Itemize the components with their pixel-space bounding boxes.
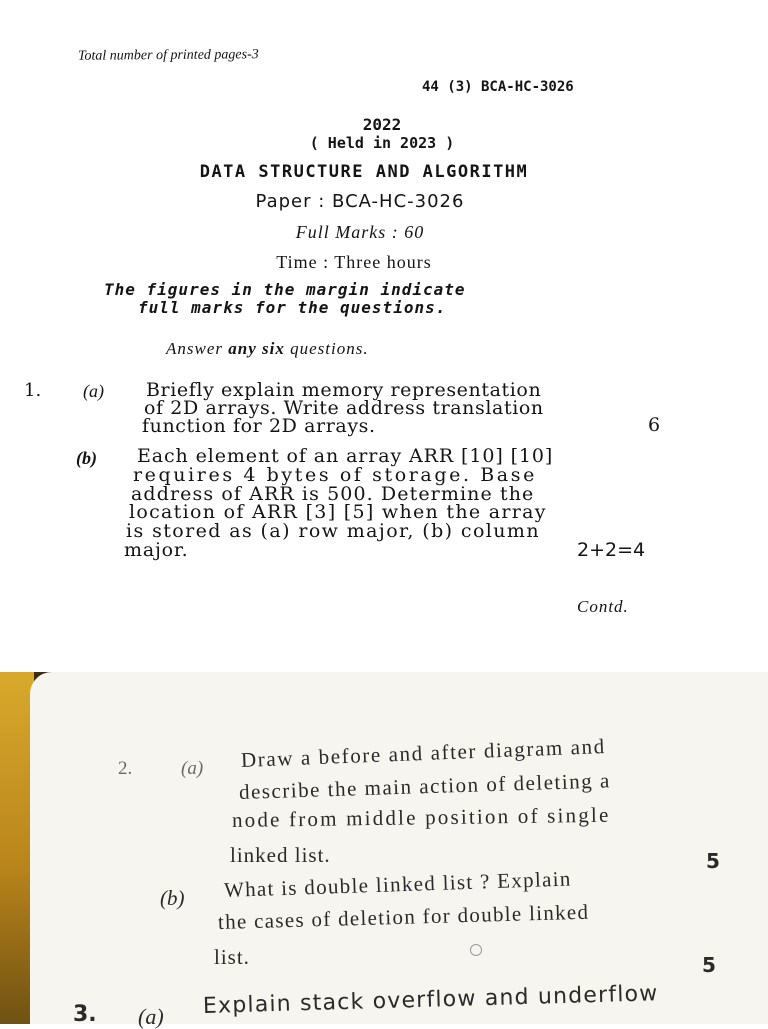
question-text-line: linked list. [230,843,331,867]
exam-page-bottom [0,672,768,1027]
question-marks: 2+2=4 [577,539,646,561]
time-allowed: Time : Three hours [276,252,432,272]
printed-pages-note: Total number of printed pages-3 [77,47,259,64]
instruction-bold: any six [228,339,285,358]
question-text-line: list. [214,945,250,969]
question-text-line: node from middle position of single [231,802,611,832]
paper-line: Paper : BCA-HC-3026 [255,191,465,212]
instruction-post: questions. [284,339,369,358]
question-marks: 5 [706,849,720,873]
marks-note-line-1: The figures in the margin indicate [104,280,466,299]
question-marks: 6 [648,414,661,436]
paper-code: 44 (3) BCA-HC-3026 [422,79,574,95]
subquestion-label: (b) [76,448,97,468]
question-number: 3. [73,1002,97,1027]
question-number: 1. [24,380,42,401]
question-text-line: address of ARR is 500. Determine the [131,483,535,505]
question-text-line: Each element of an array ARR [10] [10] [137,445,554,467]
question-text-line: Explain stack overflow and underflow [202,981,659,1019]
exam-year: 2022 [362,115,402,134]
question-marks: 5 [702,953,716,977]
subquestion-label: (b) [160,886,185,910]
background-edge [0,672,34,1024]
instruction [166,340,369,357]
question-text-line: What is double linked list ? Explain [223,866,572,902]
subquestion-label: (a) [138,1004,164,1029]
question-text-line: function for 2D arrays. [142,415,376,437]
question-text-line: of 2D arrays. Write address translation [144,397,544,419]
marks-note-line-2: full marks for the questions. [138,298,447,317]
question-text-line: major. [124,539,189,561]
question-text-line: the cases of deletion for double linked [217,899,590,934]
question-text-line: Draw a before and after diagram and [240,733,607,772]
subquestion-label: (a) [83,381,104,401]
subquestion-label: (a) [181,758,204,779]
question-text-line: requires 4 bytes of storage. Base [133,464,537,486]
question-text-line: describe the main action of deleting a [238,768,612,804]
question-text-line: location of ARR [3] [5] when the array [129,501,547,523]
held-year: ( Held in 2023 ) [309,134,455,152]
full-marks: Full Marks : 60 [295,222,425,242]
punch-hole-mark [470,944,482,956]
question-text-line: Briefly explain memory representation [146,379,542,401]
paper-sheet [30,672,768,1027]
subject-title: DATA STRUCTURE AND ALGORITHM [199,162,529,182]
question-number: 2. [118,758,133,779]
instruction-pre: Answer [166,339,229,358]
question-text-line: is stored as (a) row major, (b) column [126,520,540,542]
continued-note: Contd. [577,597,629,616]
